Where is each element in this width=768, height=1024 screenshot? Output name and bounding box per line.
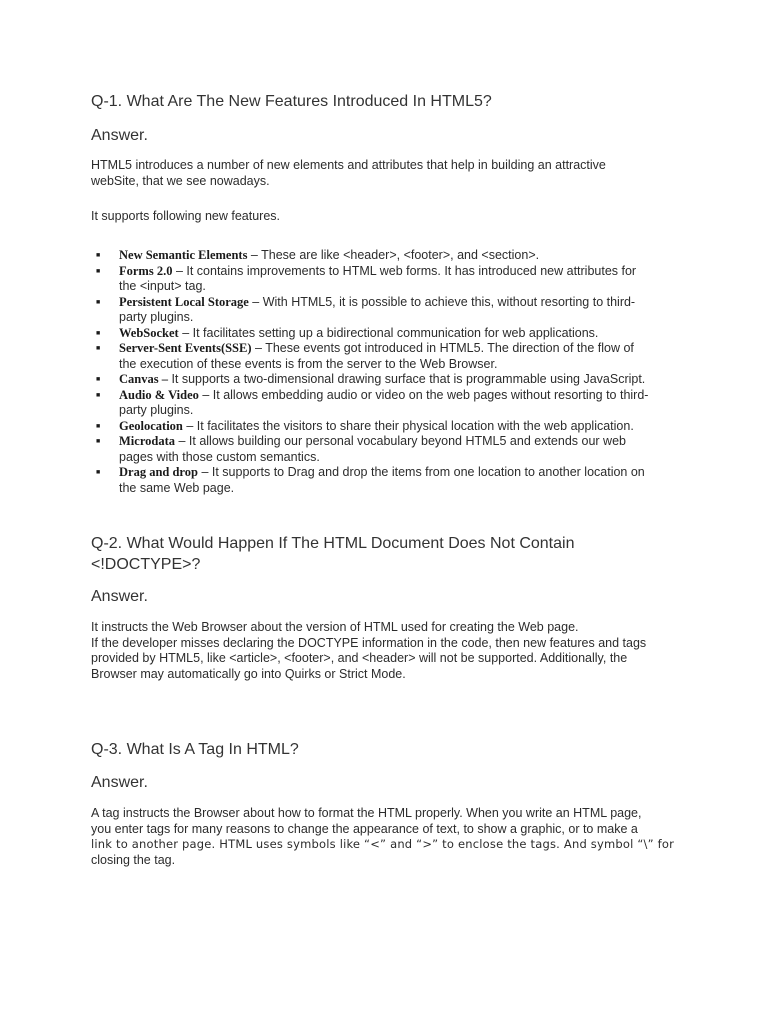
feature-desc: – These are like <header>, <footer>, and <section>. xyxy=(247,248,540,262)
question-3-answer-label: Answer. xyxy=(91,774,148,791)
feature-desc: – It supports to Drag and drop the items from one location to another location on xyxy=(197,465,645,479)
bullet-icon: ■ xyxy=(96,438,101,445)
q2-line-1: It instructs the Web Browser about the version of HTML used for creating the Web page. xyxy=(91,620,579,634)
feature-term: New Semantic Elements xyxy=(119,248,248,262)
feature-term: WebSocket xyxy=(119,325,179,340)
bullet-icon: ■ xyxy=(96,252,101,259)
feature-term: Persistent Local Storage xyxy=(119,294,249,309)
feature-term: Server-Sent Events(SSE) xyxy=(119,341,252,355)
q2-line-4: Browser may automatically go into Quirks or Strict Mode. xyxy=(91,667,406,681)
feature-desc-cont: pages with those custom semantics. xyxy=(119,449,320,464)
feature-desc-cont: party plugins. xyxy=(119,403,194,417)
list-item xyxy=(91,465,691,496)
feature-desc: – It facilitates setting up a bidirectional communication for web applications. xyxy=(178,325,599,340)
bullet-icon: ■ xyxy=(96,422,101,430)
bullet-icon: ■ xyxy=(96,267,101,275)
q1-supports-line: It supports following new features. xyxy=(91,209,280,223)
features-list xyxy=(91,248,691,496)
list-item xyxy=(91,248,691,264)
list-item xyxy=(91,341,691,372)
bullet-icon: ■ xyxy=(96,376,101,383)
q3-line-3 xyxy=(91,837,674,853)
q2-line-2: If the developer misses declaring the DOCTYPE information in the code, then new features and tags xyxy=(91,636,647,650)
list-item xyxy=(91,388,691,419)
feature-desc-cont: party plugins. xyxy=(119,310,194,324)
feature-term: Geolocation xyxy=(119,418,183,433)
feature-desc: – These events got introduced in HTML5. The direction of the flow of xyxy=(251,341,634,355)
q3-line-1: A tag instructs the Browser about how to format the HTML properly. When you write an HTML page, xyxy=(91,806,642,820)
bullet-icon: ■ xyxy=(96,298,101,306)
list-item xyxy=(91,295,691,326)
feature-term: Canvas – xyxy=(119,372,168,386)
bullet-icon: ■ xyxy=(96,391,101,399)
feature-term: Forms 2.0 xyxy=(119,263,173,278)
bullet-icon: ■ xyxy=(96,329,101,337)
feature-desc: – It contains improvements to HTML web forms. It has introduced new attributes for xyxy=(172,263,637,278)
question-2-title-line-2: <!DOCTYPE>? xyxy=(91,556,201,573)
bullet-icon: ■ xyxy=(96,345,101,352)
list-item xyxy=(91,326,691,342)
feature-desc: – With HTML5, it is possible to achieve this, without resorting to third- xyxy=(248,294,636,309)
q1-intro-line-1: HTML5 introduces a number of new elements and attributes that help in building an attractive xyxy=(91,158,606,172)
feature-desc-cont: the <input> tag. xyxy=(119,279,206,293)
question-2-answer-label: Answer. xyxy=(91,588,148,605)
list-item xyxy=(91,264,691,295)
question-3-title: Q-3. What Is A Tag In HTML? xyxy=(91,741,299,758)
list-item xyxy=(91,372,691,388)
q3-line-2: you enter tags for many reasons to change the appearance of text, to show a graphic, or to make a xyxy=(91,822,638,836)
feature-term: Drag and drop xyxy=(119,465,198,479)
feature-desc-cont: the execution of these events is from the server to the Web Browser. xyxy=(119,356,498,371)
feature-term: Audio & Video xyxy=(119,387,199,402)
q3-line-4: closing the tag. xyxy=(91,853,176,867)
feature-desc: It supports a two-dimensional drawing surface that is programmable using JavaScript. xyxy=(167,372,646,386)
bullet-icon: ■ xyxy=(96,469,101,476)
feature-desc-cont: the same Web page. xyxy=(119,480,235,495)
q1-intro-line-2: webSite, that we see nowadays. xyxy=(91,174,270,188)
feature-desc: – It allows embedding audio or video on the web pages without resorting to third- xyxy=(198,387,649,402)
list-item xyxy=(91,419,691,435)
feature-term: Microdata xyxy=(119,434,176,448)
question-1-answer-label: Answer. xyxy=(91,127,148,144)
q3-line-3-text: link to another page. HTML uses symbols like “<” and “>” to enclose the tags. And symbol “\” for xyxy=(91,837,675,851)
feature-desc: – It facilitates the visitors to share their physical location with the web application. xyxy=(182,418,634,433)
q2-line-3: provided by HTML5, like <article>, <footer>, and <header> will not be supported. Additionally, the xyxy=(91,651,628,665)
list-item xyxy=(91,434,691,465)
feature-desc: – It allows building our personal vocabulary beyond HTML5 and extends our web xyxy=(175,434,626,448)
question-1-title: Q-1. What Are The New Features Introduced In HTML5? xyxy=(91,93,492,110)
question-2-title-line-1: Q-2. What Would Happen If The HTML Document Does Not Contain xyxy=(91,535,575,552)
